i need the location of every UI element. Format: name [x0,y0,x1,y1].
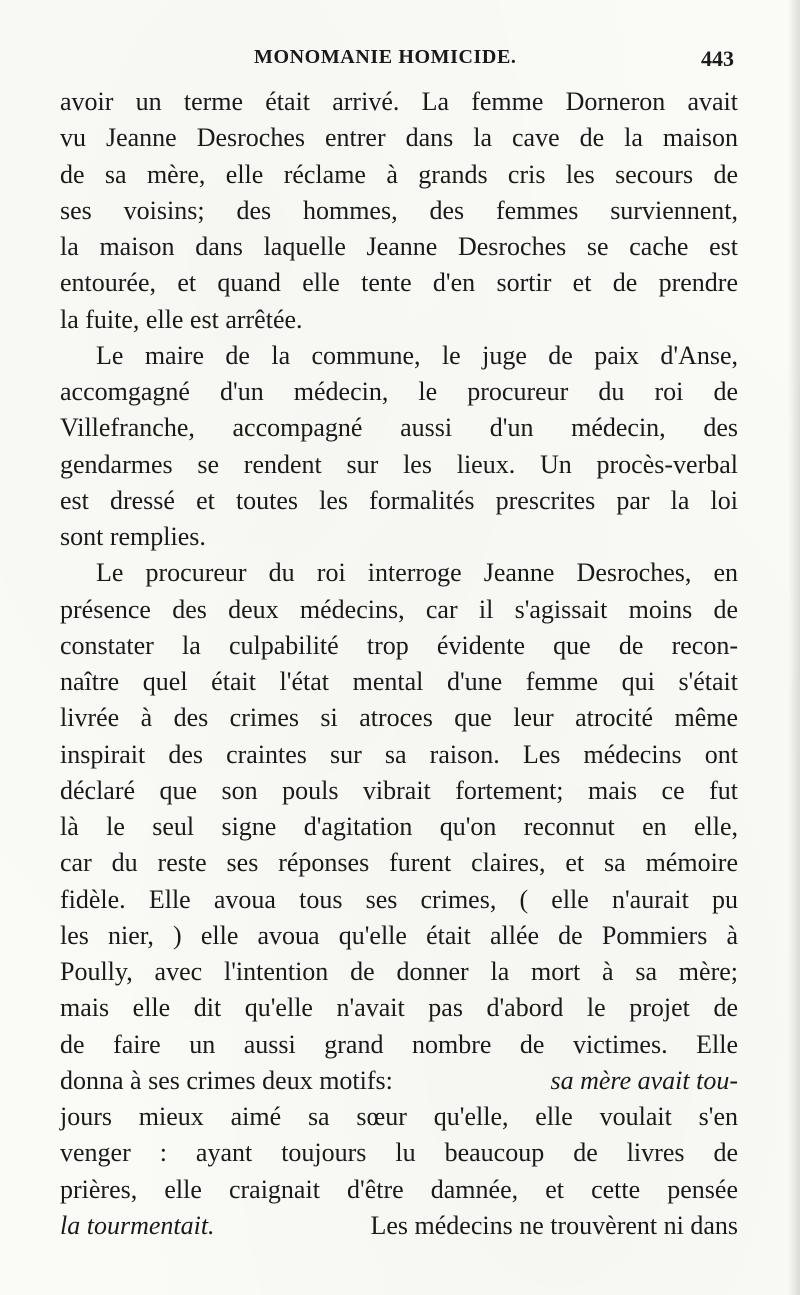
text-line: avoir un terme était arrivé. La femme Dorneron avait [60,87,738,116]
page-header [62,46,734,78]
italic-line: prières, elle craignait d'être damnée, et cette pensée [60,1174,738,1204]
text-line: la fuite, elle est arrêtée. [60,304,303,334]
text-segment: Les médecins ne trouvèrent ni dans [370,1210,738,1240]
body-text [60,84,738,1244]
text-line: entourée, et quand elle tente d'en sortir et de prendre [60,268,738,298]
mixed-line [60,1208,738,1244]
page-edge-shadow [788,0,800,1295]
text-line: de faire un aussi grand nombre de victimes. Elle [60,1029,738,1059]
italic-line: jours mieux aimé sa sœur qu'elle, elle voulait s'en [60,1102,738,1131]
text-line: présence des deux médecins, car il s'agissait moins de [60,594,738,624]
italic-segment: sa mère avait tou- [550,1065,738,1095]
page-number: 443 [701,46,734,71]
text-line: est dressé et toutes les formalités prescrites par la loi [60,485,738,515]
text-line: déclaré que son pouls vibrait fortement; mais ce fut [60,775,738,805]
text-line: naître quel était l'état mental d'une femme qui s'était [60,667,738,696]
running-head: MONOMANIE HOMICIDE. [254,46,517,68]
text-segment: donna à ses crimes deux motifs: [60,1065,393,1095]
italic-line: venger : ayant toujours lu beaucoup de livres de [60,1138,738,1168]
text-line: fidèle. Elle avoua tous ses crimes, ( elle n'aurait pu [60,884,738,914]
text-line: là le seul signe d'agitation qu'on reconnut en elle, [60,812,738,841]
text-line: inspirait des craintes sur sa raison. Les médecins ont [60,739,738,769]
text-line: vu Jeanne Desroches entrer dans la cave de la maison [60,123,738,153]
text-line: Villefranche, accompagné aussi d'un médecin, des [60,413,738,443]
paragraph-start-line: Le procureur du roi interroge Jeanne Desroches, en [96,558,738,588]
mixed-line [60,1063,738,1099]
italic-segment: la tourmentait. [60,1210,215,1240]
text-line: de sa mère, elle réclame à grands cris les secours de [60,159,738,189]
text-line: mais elle dit qu'elle n'avait pas d'abord le projet de [60,993,738,1023]
text-line: Poully, avec l'intention de donner la mort à sa mère; [60,957,738,986]
text-line: les nier, ) elle avoua qu'elle était allée de Pommiers à [60,920,738,950]
text-line: sont remplies. [60,522,206,551]
paragraph-start-line: Le maire de la commune, le juge de paix d'Anse, [96,340,738,370]
text-line: livrée à des crimes si atroces que leur atrocité même [60,703,738,733]
text-line: car du reste ses réponses furent claires, et sa mémoire [60,848,738,878]
text-line: gendarmes se rendent sur les lieux. Un procès-verbal [60,449,738,479]
text-line: ses voisins; des hommes, des femmes surviennent, [60,195,738,225]
text-line: la maison dans laquelle Jeanne Desroches se cache est [60,232,738,261]
text-line: constater la culpabilité trop évidente que de recon- [60,630,738,660]
text-line: accomgagné d'un médecin, le procureur du roi de [60,377,738,406]
